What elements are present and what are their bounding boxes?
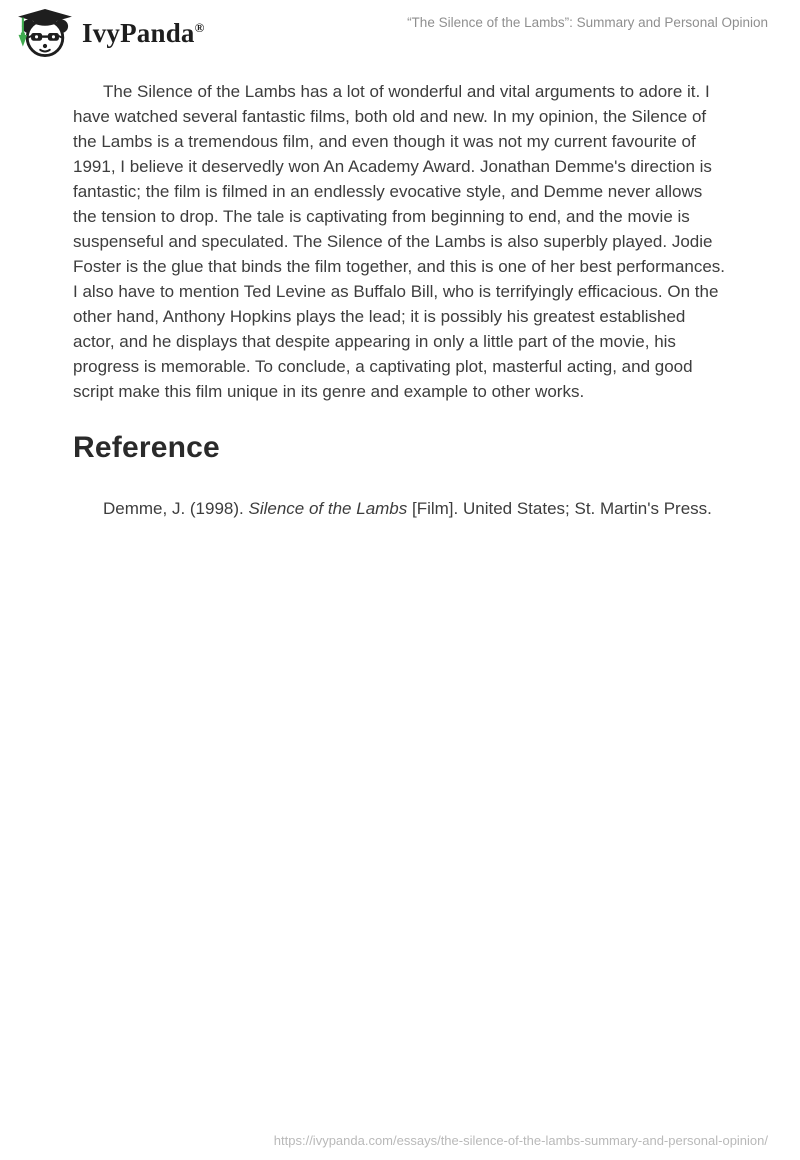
reference-heading: Reference: [73, 431, 220, 464]
essay-paragraph: The Silence of the Lambs has a lot of wonderful and vital arguments to adore it. I have watched several fantastic films, both old and new. In my opinion, the Silence of the Lambs is a tremendous film, and even though it was not my current favourite of 1991, I believe it deservedly won An Academy Award. Jonathan Demme's direction is fantastic; the film is filmed in an endlessly evocative style, and Demme never allows the tension to drop. The tale is captivating from beginning to end, and the movie is suspenseful and speculated. The Silence of the Lambs is also superbly played. Jodie Foster is the glue that binds the film together, and this is one of her best performances. I also have to mention Ted Levine as Buffalo Bill, who is terrifyingly efficacious. On the other hand, Anthony Hopkins plays the lead; it is possibly his greatest established actor, and he displays that despite appearing in only a little part of the movie, his progress is memorable. To conclude, a captivating plot, masterful acting, and good script make this film unique in its genre and example to other works.: [73, 82, 726, 401]
brand-text: IvyPanda: [82, 18, 195, 48]
brand-lockup: [14, 8, 205, 58]
document-title: “The Silence of the Lambs”: Summary and Personal Opinion: [407, 15, 768, 30]
citation-author-year: Demme, J. (1998).: [103, 499, 249, 518]
brand-wordmark: [82, 8, 205, 58]
registered-trademark-symbol: ®: [194, 20, 205, 35]
ivypanda-logo-icon: [14, 8, 76, 58]
citation-publisher: [Film]. United States; St. Martin's Press.: [407, 499, 712, 518]
document-body: [0, 79, 800, 521]
citation-work-title: Silence of the Lambs: [248, 499, 408, 518]
source-url: https://ivypanda.com/essays/the-silence-of-the-lambs-summary-and-personal-opinion/: [273, 1133, 768, 1148]
page-header: [0, 0, 800, 58]
reference-citation: [73, 496, 727, 521]
